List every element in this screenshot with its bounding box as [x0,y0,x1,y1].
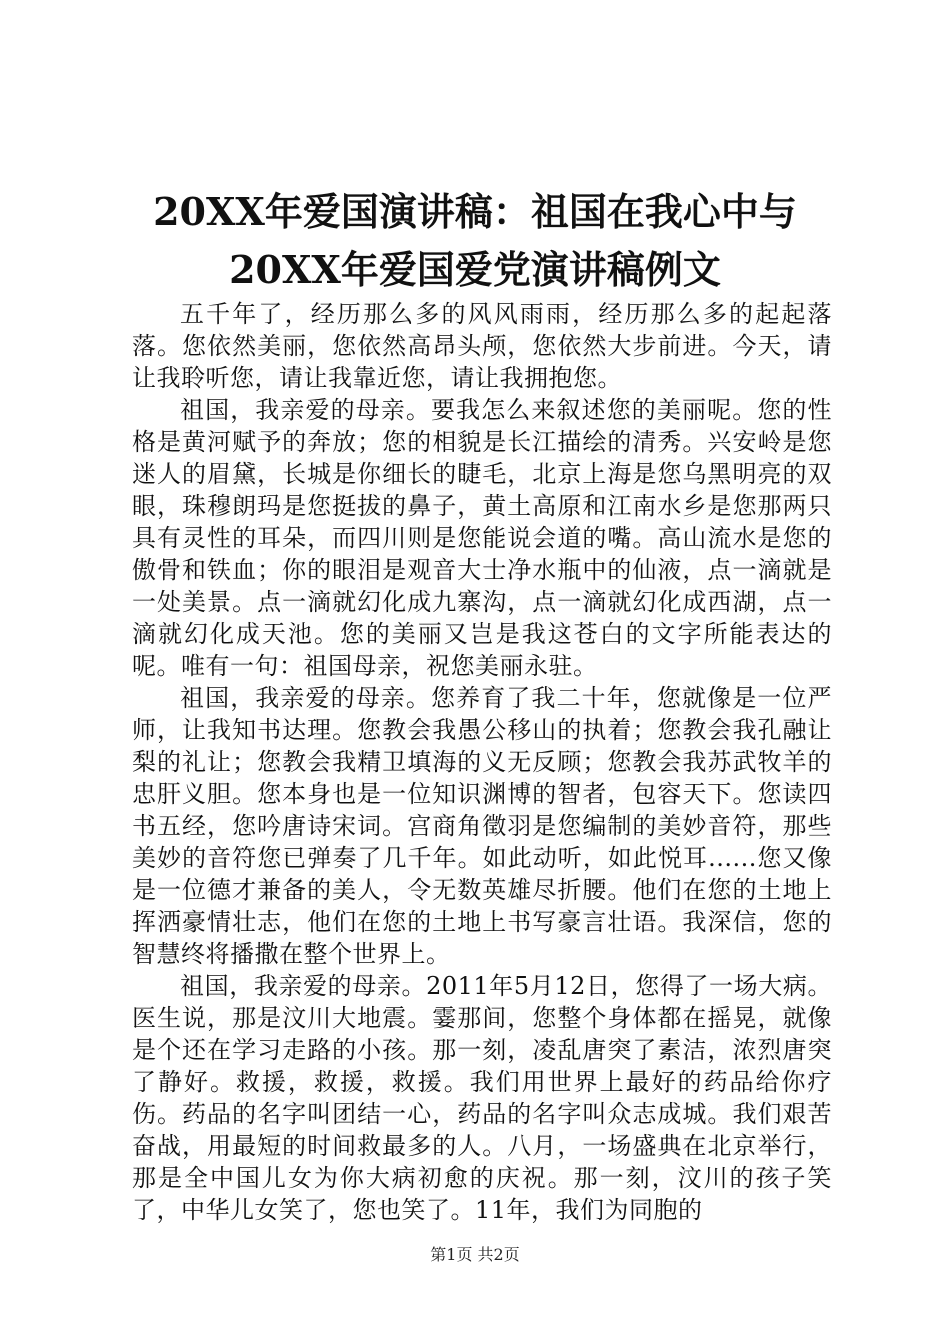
document-title: 20XX年爱国演讲稿：祖国在我心中与20XX年爱国爱党演讲稿例文 [153,189,797,292]
paragraph-2: 祖国，我亲爱的母亲。要我怎么来叙述您的美丽呢。您的性格是黄河赋予的奔放；您的相貌是长江描绘的清秀。兴安岭是您迷人的眉黛，长城是你细长的睫毛，北京上海是您乌黑明亮的双眼，珠穆朗玛是您挺拔的鼻子，黄土高原和江南水乡是您那两只具有灵性的耳朵，而四川则是您能说会道的嘴。高山流水是您的傲骨和铁血；你的眼泪是观音大士净水瓶中的仙液，点一滴就是一处美景。点一滴就幻化成九寨沟，点一滴就幻化成西湖，点一滴就幻化成天池。您的美丽又岂是我这苍白的文字所能表达的呢。唯有一句：祖国母亲，祝您美丽永驻。 [132,396,832,680]
document-body [132,298,832,1226]
paragraph-4: 祖国，我亲爱的母亲。2011年5月12日，您得了一场大病。医生说，那是汶川大地震。霎那间，您整个身体都在摇晃，就像是个还在学习走路的小孩。那一刻，凌乱唐突了素洁，浓烈唐突了静好。救援，救援，救援。我们用世界上最好的药品给你疗伤。药品的名字叫团结一心，药品的名字叫众志成城。我们艰苦奋战，用最短的时间救最多的人。八月，一场盛典在北京举行，那是全中国儿女为你大病初愈的庆祝。那一刻，汶川的孩子笑了，中华儿女笑了，您也笑了。11年，我们为同胞的 [132,972,832,1224]
paragraph-3: 祖国，我亲爱的母亲。您养育了我二十年，您就像是一位严师，让我知书达理。您教会我愚公移山的执着；您教会我孔融让梨的礼让；您教会我精卫填海的义无反顾；您教会我苏武牧羊的忠肝义胆。您本身也是一位知识渊博的智者，包容天下。您读四书五经，您吟唐诗宋词。宫商角徵羽是您编制的美妙音符，那些美妙的音符您已弹奏了几千年。如此动听，如此悦耳......您又像是一位德才兼备的美人，令无数英雄尽折腰。他们在您的土地上挥洒豪情壮志，他们在您的土地上书写豪言壮语。我深信，您的智慧终将播撒在整个世界上。 [132,684,832,968]
paragraph-1: 五千年了，经历那么多的风风雨雨，经历那么多的起起落落。您依然美丽，您依然高昂头颅，您依然大步前进。今天，请让我聆听您，请让我靠近您，请让我拥抱您。 [132,300,832,392]
page-number-footer: 第1页 共2页 [430,1245,520,1264]
